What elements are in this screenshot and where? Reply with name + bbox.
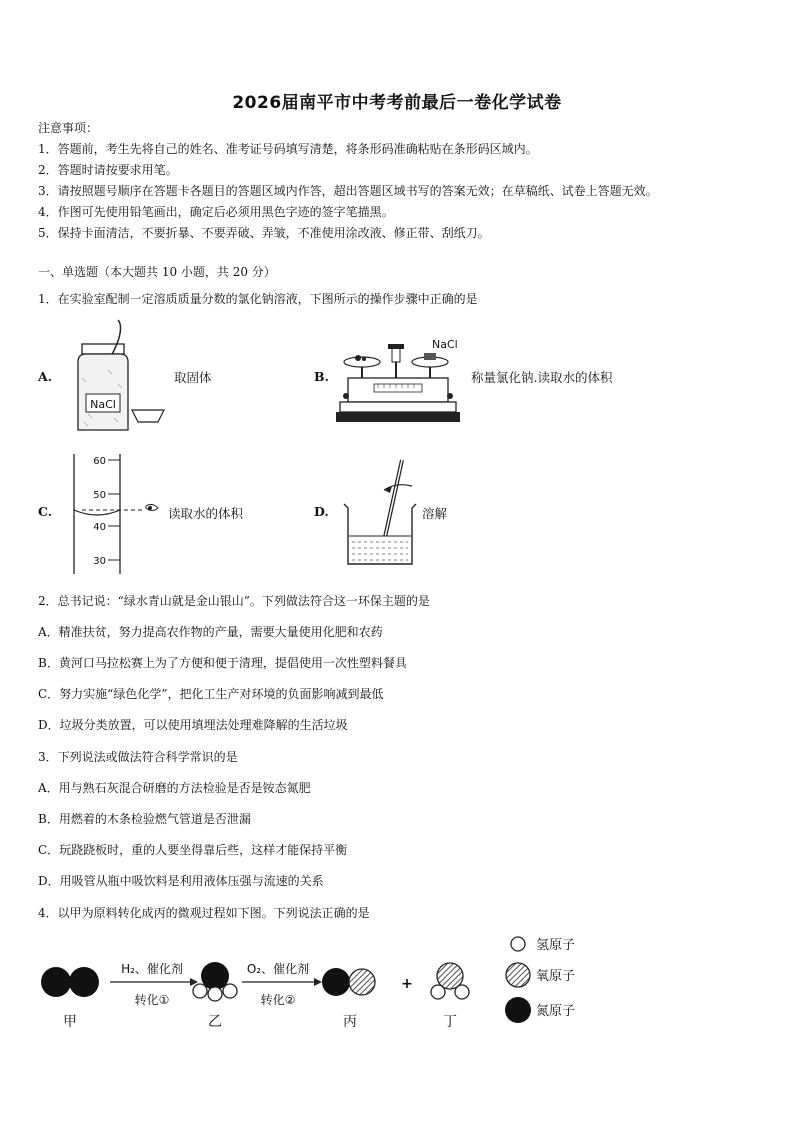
legend [505, 937, 575, 1023]
option-text: B．用燃着的木条检验燃气管道是否泄漏 [38, 812, 251, 826]
option-text: C．玩跷跷板时，重的人要坐得靠后些，这样才能保持平衡 [38, 843, 348, 857]
tick-label: 60 [93, 456, 106, 467]
page-title: 2026届南平市中考考前最后一卷化学试卷 [232, 93, 562, 113]
molecule-yi [193, 962, 237, 1001]
bottle-label: NaCl [90, 398, 116, 411]
question-stem: 1．在实验室配制一定溶质质量分数的氯化钠溶液，下图所示的操作步骤中正确的是 [38, 292, 478, 306]
option-caption: 读取水的体积 [168, 506, 244, 521]
legend-label: 氧原子 [536, 969, 576, 984]
nacl-label: NaCl [432, 338, 458, 351]
notice-item: 5．保持卡面清洁，不要折暴、不要弄破、弄皱，不准使用涂改液、修正带、刮纸刀。 [38, 226, 490, 240]
legend-label: 氢原子 [536, 938, 576, 953]
option-text: D．用吸管从瓶中吸饮料是利用液体压强与流速的关系 [38, 874, 324, 888]
option-text: D．垃圾分类放置，可以使用填埋法处理难降解的生活垃圾 [38, 718, 348, 732]
option-label: D. [314, 504, 329, 519]
section-heading: 一、单选题（本大题共 10 小题，共 20 分） [38, 265, 276, 279]
arrow-condition: O₂、催化剂 [246, 962, 310, 976]
legend-label: 氮原子 [536, 1004, 576, 1019]
arrow-conversion-1 [110, 978, 198, 986]
reagent-bottle-icon [68, 318, 178, 434]
option-label: C. [38, 504, 53, 519]
notice-item: 3．请按照题号顺序在答题卡各题目的答题区域内作答，超出答题区域书写的答案无效；在草稿纸、试卷上答题无效。 [38, 184, 658, 198]
notice-item: 1．答题前，考生先将自己的姓名、准考证号码填写清楚，将条形码准确粘贴在条形码区域内。 [38, 142, 538, 156]
molecule-jia [41, 967, 99, 997]
beaker-stirring-icon [340, 456, 420, 570]
question-stem: 3．下列说法或做法符合科学常识的是 [38, 750, 238, 764]
option-text: A．精准扶贫，努力提高农作物的产量，需要大量使用化肥和农药 [38, 625, 383, 639]
tick-label: 40 [93, 522, 106, 533]
arrow-condition: H₂、催化剂 [121, 962, 183, 976]
question-stem: 4．以甲为原料转化成丙的微观过程如下图。下列说法正确的是 [38, 906, 370, 920]
notice-item: 4．作图可先使用铅笔画出，确定后必须用黑色字迹的签字笔描黑。 [38, 205, 394, 219]
option-text: C．努力实施“绿色化学”，把化工生产对环境的负面影响减到最低 [38, 687, 384, 701]
tick-label: 30 [93, 556, 106, 567]
arrow-condition: 转化① [134, 993, 170, 1007]
arrow-condition: 转化② [260, 993, 296, 1007]
oxygen-atom-icon [506, 963, 530, 987]
notice-heading: 注意事项： [38, 121, 99, 135]
hydrogen-atom-icon [511, 937, 525, 951]
arrow-conversion-2 [242, 978, 322, 986]
measuring-cylinder-icon [64, 450, 164, 576]
molecule-bing [322, 968, 375, 996]
notice-item: 2．答题时请按要求用笔。 [38, 163, 178, 177]
option-label: B. [314, 369, 329, 384]
molecule-ding [431, 963, 469, 999]
species-label: 丙 [343, 1014, 357, 1030]
plus-sign: + [401, 976, 413, 992]
option-text: B．黄河口马拉松赛上为了方便和便于清理，提倡使用一次性塑料餐具 [38, 656, 407, 670]
reaction-diagram [30, 928, 600, 1038]
option-text: A．用与熟石灰混合研磨的方法检验是否是铵态氮肥 [38, 781, 311, 795]
balance-scale-icon [334, 334, 464, 426]
option-label: A. [38, 369, 53, 384]
nitrogen-atom-icon [505, 997, 531, 1023]
species-label: 甲 [63, 1014, 77, 1030]
option-caption: 溶解 [422, 506, 448, 521]
question-stem: 2．总书记说：“绿水青山就是金山银山”。下列做法符合这一环保主题的是 [38, 594, 430, 608]
option-caption: 称量氯化钠.读取水的体积 [471, 370, 613, 385]
species-label: 乙 [208, 1014, 222, 1030]
species-label: 丁 [443, 1014, 457, 1030]
tick-label: 50 [93, 490, 106, 501]
option-caption: 取固体 [174, 370, 212, 385]
